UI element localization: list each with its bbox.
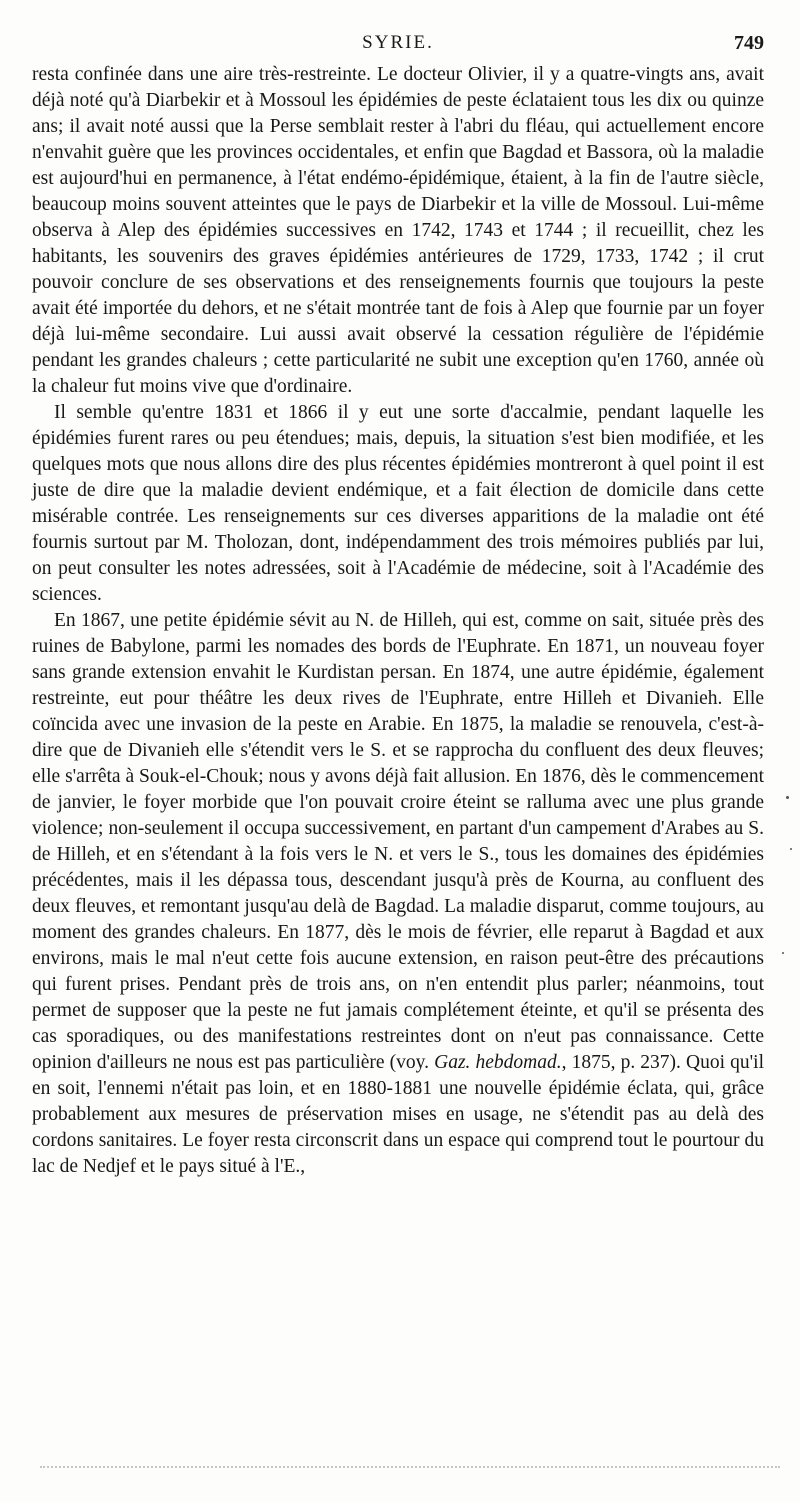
paragraph xyxy=(32,62,764,400)
print-speck xyxy=(786,796,789,799)
paragraph-text: Il semble qu'entre 1831 et 1866 il y eut une sorte d'accalmie, pendant laquelle les épidémies furent rares ou peu étendues; mais, depuis, la situation s'est bien modifiée, et les quelques mots que nous allons dire des plus récentes épidémies montreront à quel point il est juste de dire que la maladie devient endémique, et a fait élection de domicile dans cette misérable contrée. Les renseignements sur ces diverses apparitions de la maladie ont été fournis surtout par M. Tholozan, dont, indépendamment des trois mémoires publiés par lui, on peut consulter les notes adressées, soit à l'Académie de médecine, soit à l'Académie des sciences. xyxy=(32,402,764,605)
print-speck xyxy=(782,952,784,954)
bleed-through-line xyxy=(40,1466,780,1472)
page-header xyxy=(32,32,764,58)
paragraph-text: En 1867, une petite épidémie sévit au N. de Hilleh, qui est, comme on sait, située près des ruines de Babylone, parmi les nomades des bords de l'Euphrate. En 1871, un nouveau foyer sans grande extension envahit le Kurdistan persan. En 1874, une autre épidémie, également restreinte, eut pour théâtre les deux rives de l'Euphrate, entre Hilleh et Divanieh. Elle coïncida avec une invasion de la peste en Arabie. En 1875, la maladie se renouvela, c'est-à-dire que de Divanieh elle s'étendit vers le S. et se rapprocha du confluent des deux fleuves; elle s'arrêta à Souk-el-Chouk; nous y avons déjà fait allusion. En 1876, dès le commencement de janvier, le foyer morbide que l'on pouvait croire éteint se ralluma avec une plus grande violence; non-seulement il occupa successivement, en partant d'un campement d'Arabes au S. de Hilleh, et en s'étendant à la fois vers le N. et vers le S., tous les domaines des épidémies précédentes, mais il les dépassa tous, descendant jusqu'à près de Kourna, au confluent des deux fleuves, et remontant jusqu'au delà de Bagdad. La maladie disparut, comme toujours, au moment des grandes chaleurs. En 1877, dès le mois de février, elle reparut à Bagdad et aux environs, mais le mal n'eut cette fois aucune extension, en raison peut-être des précautions qui furent prises. Pendant près de trois ans, on n'en entendit plus parler; néanmoins, tout permet de supposer que la peste ne fut jamais complétement éteinte, et qu'il se présenta des cas sporadiques, ou des manifestations restreintes dont on n'eut pas connaissance. Cette opinion d'ailleurs ne nous est pas particulière (voy. xyxy=(32,610,764,1073)
paragraph-text: , 1875, p. 237). Quoi qu'il en soit, l'ennemi n'était pas loin, et en 1880-1881 une nouvelle épidémie éclata, qui, grâce probablement aux mesures de préservation mises en usage, ne s'étendit pas au delà des cordons sanitaires. Le foyer resta circonscrit dans un espace qui comprend tout le pourtour du lac de Nedjef et le pays situé à l'E., xyxy=(32,1052,764,1177)
body-text xyxy=(32,62,764,1180)
running-head: SYRIE. xyxy=(362,32,434,53)
paragraph-text: resta confinée dans une aire très-restreinte. Le docteur Olivier, il y a quatre-vingts ans, avait déjà noté qu'à Diarbekir et à Mossoul les épidémies de peste éclataient tous les dix ou quinze ans; il avait noté aussi que la Perse semblait rester à l'abri du fléau, qui actuellement encore n'envahit guère que les provinces occidentales, et enfin que Bagdad et Bassora, où la maladie est aujourd'hui en permanence, à l'état endémo-épidémique, étaient, à la fin de l'autre siècle, beaucoup moins souvent atteintes que le pays de Diarbekir et la ville de Mossoul. Lui-même observa à Alep des épidémies successives en 1742, 1743 et 1744 ; il recueillit, chez les habitants, les souvenirs des graves épidémies antérieures de 1729, 1733, 1742 ; il crut pouvoir conclure de ses observations et des renseignements fournis que toujours la peste avait été importée du dehors, et ne s'était montrée tant de fois à Alep que fournie par un foyer déjà lui-même secondaire. Lui aussi avait observé la cessation régulière de l'épidémie pendant les grandes chaleurs ; cette particularité ne subit une exception qu'en 1760, année où la chaleur fut moins vive que d'ordinaire. xyxy=(32,64,764,397)
paragraph xyxy=(32,400,764,608)
journal-citation: Gaz. hebdomad. xyxy=(434,1052,562,1073)
paragraph xyxy=(32,608,764,1180)
print-speck xyxy=(790,848,792,850)
page-number: 749 xyxy=(734,32,764,54)
